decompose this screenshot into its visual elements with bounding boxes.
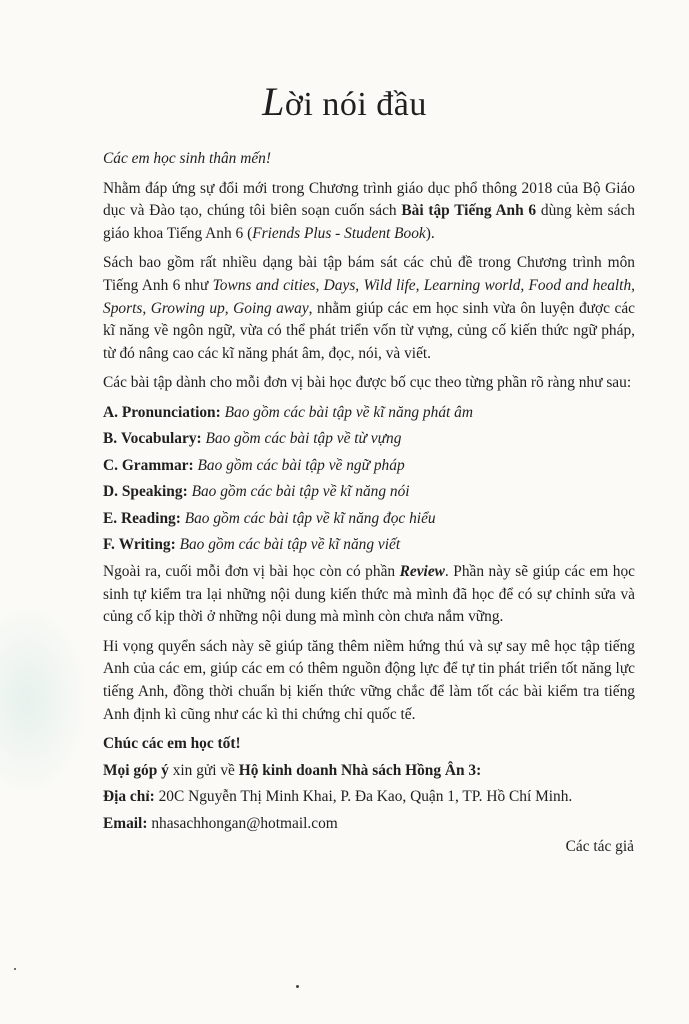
section-name: Vocabulary: (120, 430, 202, 448)
section-desc: Bao gồm các bài tập về kĩ năng đọc hiểu (184, 509, 436, 527)
section-desc: Bao gồm các bài tập về kĩ năng nói (191, 483, 410, 501)
feedback-text: xin gửi về (168, 761, 239, 779)
para1-text-e: ). (425, 224, 435, 242)
email-line (103, 813, 635, 836)
preface-body (103, 148, 635, 839)
paper-stain (0, 600, 90, 800)
email-label: Email: (103, 814, 148, 832)
section-name: Grammar: (121, 456, 194, 474)
section-letter: B. (103, 430, 118, 448)
closing-line (103, 733, 635, 756)
closing-text: Chúc các em học tốt! (103, 735, 241, 753)
list-item (103, 508, 635, 530)
section-desc: Bao gồm các bài tập về ngữ pháp (197, 456, 405, 474)
section-list (103, 402, 635, 557)
textbook-title: Friends Plus - Student Book (252, 224, 426, 242)
section-desc: Bao gồm các bài tập về kĩ năng phát âm (224, 403, 473, 421)
topic-list: Towns and cities, Days, Wild life, Learning world, Food and health, Sports, Growing up, Going away (103, 276, 635, 317)
signature: Các tác giả (565, 838, 634, 855)
section-letter: A. (103, 403, 118, 421)
para1-text-a: Nhằm đáp ứng sự đổi mới trong Chương trình giáo dục phổ thông 2018 của Bộ Giáo dục và Đào tạo, chúng tôi biên soạn cuốn sách (103, 179, 635, 220)
list-item (103, 481, 635, 503)
section-letter: E. (103, 509, 118, 527)
page-title (0, 78, 689, 125)
paragraph-review (103, 561, 635, 629)
book-title: Bài tập Tiếng Anh 6 (401, 202, 537, 220)
para4-text-a: Ngoài ra, cuối mỗi đơn vị bài học còn có phần (103, 562, 400, 580)
section-letter: D. (103, 483, 118, 501)
address-line (103, 786, 635, 809)
paragraph-structure: Các bài tập dành cho mỗi đơn vị bài học được bố cục theo từng phần rõ ràng như sau: (103, 374, 632, 392)
para4-text-c: . Phần này sẽ giúp các em học sinh tự kiểm tra lại những nội dung kiến thức mà mình đã học để có sự chỉnh sửa và củng cố kịp thời ở những nội dung mà mình còn chưa nắm vững. (103, 562, 636, 626)
para1-text-c: dùng kèm sách giáo khoa Tiếng Anh 6 ( (103, 202, 635, 242)
review-label: Review (399, 562, 445, 580)
print-speck (14, 968, 16, 970)
list-item (103, 428, 635, 450)
list-item (103, 402, 635, 424)
list-item (103, 455, 635, 477)
section-desc: Bao gồm các bài tập về kĩ năng viết (179, 536, 401, 554)
section-letter: C. (103, 456, 118, 474)
paragraph-intro (103, 178, 635, 246)
email-value: nhasachhongan@hotmail.com (147, 814, 338, 832)
paragraph-topics (103, 252, 635, 365)
feedback-label: Mọi góp ý (103, 761, 169, 779)
greeting: Các em học sinh thân mến! (103, 150, 271, 167)
title-initial: L (262, 79, 285, 124)
section-name: Writing: (118, 536, 176, 554)
print-speck (296, 985, 299, 988)
paragraph-hope: Hi vọng quyển sách này sẽ giúp tăng thêm niềm hứng thú và sự say mê học tập tiếng Anh của các em, giúp các em có thêm nguồn động lực để tự tin phát triển tốt năng lực tiếng Anh, đồng thời chuẩn bị kiến thức vững chắc để làm tốt các bài kiểm tra tiếng Anh định kì cũng như các kì thi chứng chỉ quốc tế. (103, 637, 635, 723)
section-desc: Bao gồm các bài tập về từ vựng (205, 430, 402, 448)
section-name: Pronunciation: (121, 403, 221, 421)
para2-text-a: Sách bao gồm rất nhiều dạng bài tập bám sát các chủ đề trong Chương trình môn Tiếng Anh 6 như (103, 254, 635, 294)
address-value: 20C Nguyễn Thị Minh Khai, P. Đa Kao, Quận 1, TP. Hồ Chí Minh. (154, 788, 573, 806)
feedback-colon: : (476, 761, 482, 779)
title-rest: ời nói đầu (284, 86, 427, 123)
publisher-name: Hộ kinh doanh Nhà sách Hồng Ân 3 (238, 761, 477, 779)
address-label: Địa chỉ: (103, 788, 155, 806)
list-item (103, 534, 635, 556)
para2-text-c: , nhằm giúp các em học sinh vừa ôn luyện được các kĩ năng về ngôn ngữ, vừa có thể phát triển vốn từ vựng, củng cố kiến thức ngữ pháp, từ đó nâng cao các kĩ năng phát âm, đọc, nói, và viết. (103, 299, 635, 362)
section-letter: F. (103, 536, 115, 554)
section-name: Reading: (120, 509, 181, 527)
feedback-line (103, 760, 635, 783)
section-name: Speaking: (121, 483, 188, 501)
